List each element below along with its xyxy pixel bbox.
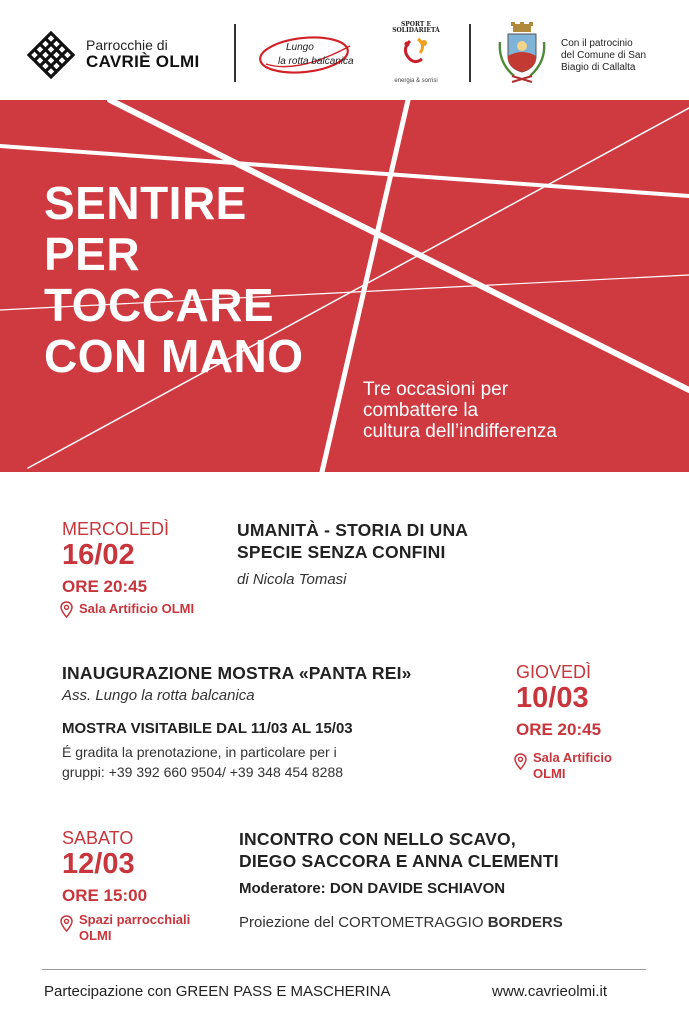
- sport-line1: SPORT E: [400, 21, 432, 28]
- rotta-line2: la rotta balcanica: [278, 56, 354, 67]
- event2-time: ORE 20:45: [516, 720, 602, 739]
- event2-place: [514, 750, 612, 782]
- hero-banner: [0, 100, 689, 472]
- sport-line2: SOLIDARIETÀ: [392, 27, 440, 35]
- event1-time: ORE 20:45: [62, 577, 148, 596]
- coat-of-arms-icon: [496, 22, 548, 84]
- event1-date: 16/02: [62, 539, 135, 571]
- event3-time: ORE 15:00: [62, 886, 148, 905]
- event2-org: Ass. Lungo la rotta balcanica: [62, 687, 255, 704]
- banner-sub-line: combattere la: [363, 400, 479, 421]
- event3-moderator: Moderatore: DON DAVIDE SCHIAVON: [239, 880, 506, 897]
- event3-title-line: DIEGO SACCORA E ANNA CLEMENTI: [239, 851, 559, 871]
- patrocinio-line3: Biagio di Callalta: [561, 62, 636, 73]
- sport-solidarity-icon: [388, 35, 444, 69]
- patrocinio-line2: del Comune di San: [561, 50, 647, 61]
- header-logos: [0, 0, 689, 100]
- banner-title-line: SENTIRE: [44, 177, 247, 229]
- footer-website: www.cavrieolmi.it: [492, 983, 608, 1000]
- event1-title-line: UMANITÀ - STORIA DI UNA: [237, 520, 469, 540]
- event1-title-line: SPECIE SENZA CONFINI: [237, 542, 446, 562]
- event2-place-line: OLMI: [533, 766, 566, 781]
- footer-divider: [42, 969, 646, 970]
- event1-title: [237, 519, 468, 563]
- event3-date: 12/03: [62, 848, 135, 880]
- event2-title: INAUGURAZIONE MOSTRA «PANTA REI»: [62, 663, 412, 683]
- event2-visit: MOSTRA VISITABILE DAL 11/03 AL 15/03: [62, 720, 353, 737]
- parrocchie-name: CAVRIÈ OLMI: [86, 52, 200, 72]
- event2-note-line: É gradita la prenotazione, in particolare per i: [62, 744, 337, 760]
- parrocchie-logo: [26, 30, 200, 80]
- event2-day: GIOVEDÌ: [516, 662, 592, 682]
- banner-sub-line: Tre occasioni per: [363, 379, 509, 400]
- rotta-balcanica-logo: [258, 34, 366, 76]
- footer-requirements: Partecipazione con GREEN PASS E MASCHERINA: [44, 983, 391, 1000]
- event2-date: 10/03: [516, 682, 589, 714]
- rotta-line1: Lungo: [286, 42, 314, 53]
- event3-projection-title: BORDERS: [487, 914, 563, 931]
- event1-author: di Nicola Tomasi: [237, 571, 347, 588]
- event3-place-line: Spazi parrocchiali: [79, 912, 191, 927]
- event1-place-label: Sala Artificio OLMI: [79, 601, 195, 616]
- sport-solidarieta-logo: [388, 22, 444, 86]
- event2-note-line: gruppi: +39 392 660 9504/ +39 348 454 8288: [62, 764, 344, 780]
- event2-note: [62, 742, 343, 782]
- banner-sub-line: cultura dell’indifferenza: [363, 421, 557, 442]
- event3-place: [60, 912, 190, 944]
- event3-title-line: INCONTRO CON NELLO SCAVO,: [239, 829, 516, 849]
- header-divider: [234, 24, 236, 82]
- location-pin-icon: [514, 753, 527, 770]
- location-pin-icon: [60, 601, 73, 618]
- event3-projection-prefix: Proiezione del CORTOMETRAGGIO: [239, 914, 488, 931]
- banner-title-line: TOCCARE: [44, 279, 275, 331]
- banner-title: [44, 178, 304, 382]
- event3-place-line: OLMI: [79, 928, 112, 943]
- event1-day: MERCOLEDÌ: [62, 519, 170, 539]
- event3-title: [239, 828, 559, 872]
- banner-title-line: PER: [44, 228, 141, 280]
- knot-logo-icon: [26, 30, 76, 80]
- route-ellipse-icon: [258, 34, 366, 76]
- patrocinio-line1: Con il patrocinio: [561, 38, 633, 49]
- banner-subtitle: [363, 379, 557, 442]
- parrocchie-label: Parrocchie di: [86, 36, 168, 53]
- patrocinio-text: [561, 38, 646, 74]
- header-divider: [469, 24, 471, 82]
- event3-day: SABATO: [62, 828, 134, 848]
- event1-place: [60, 601, 194, 618]
- banner-title-line: CON MANO: [44, 330, 304, 382]
- event3-projection: [239, 914, 563, 931]
- sport-line3: energia & sorrisi: [394, 78, 438, 84]
- location-pin-icon: [60, 915, 73, 932]
- event2-place-line: Sala Artificio: [533, 750, 612, 765]
